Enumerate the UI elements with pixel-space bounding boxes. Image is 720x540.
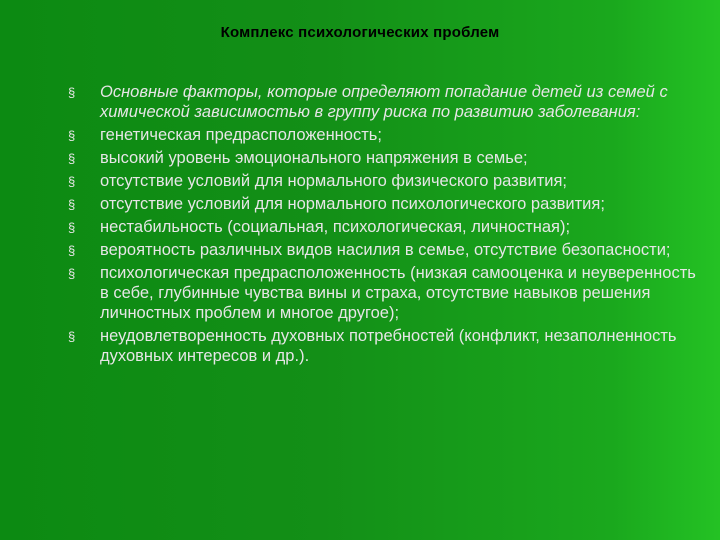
bullet-item xyxy=(68,148,698,168)
bullet-marker-icon: § xyxy=(68,151,76,166)
bullet-text: отсутствие условий для нормального психологического развития; xyxy=(100,195,605,213)
bullet-marker-icon: § xyxy=(68,220,76,235)
bullet-marker-icon: § xyxy=(68,128,76,143)
bullet-marker-icon: § xyxy=(68,266,76,281)
bullet-text: вероятность различных видов насилия в семье, отсутствие безопасности; xyxy=(100,241,671,259)
bullet-item xyxy=(68,217,698,237)
bullet-marker-icon: § xyxy=(68,197,76,212)
bullet-text: психологическая предрасположенность (низкая самооценка и неуверенность в себе, глубинные чувства вины и страха, отсутствие навыков решения личностных проблем и многое другое); xyxy=(100,264,696,322)
bullet-text: высокий уровень эмоционального напряжения в семье; xyxy=(100,149,528,167)
bullet-item xyxy=(68,326,698,366)
bullet-item xyxy=(68,82,698,122)
bullet-list xyxy=(68,82,698,369)
bullet-item xyxy=(68,125,698,145)
bullet-text: Основные факторы, которые определяют попадание детей из семей с химической зависимостью в группу риска по развитию заболевания: xyxy=(100,83,668,121)
bullet-marker-icon: § xyxy=(68,174,76,189)
bullet-text: неудовлетворенность духовных потребностей (конфликт, незаполненность духовных интересов и др.). xyxy=(100,327,677,365)
slide-title: Комплекс психологических проблем xyxy=(220,24,500,41)
bullet-item xyxy=(68,263,698,323)
bullet-text: генетическая предрасположенность; xyxy=(100,126,382,144)
bullet-marker-icon: § xyxy=(68,243,76,258)
bullet-item xyxy=(68,240,698,260)
bullet-marker-icon: § xyxy=(68,85,76,100)
bullet-item xyxy=(68,171,698,191)
bullet-marker-icon: § xyxy=(68,329,76,344)
bullet-item xyxy=(68,194,698,214)
bullet-text: нестабильность (социальная, психологическая, личностная); xyxy=(100,218,571,236)
bullet-text: отсутствие условий для нормального физического развития; xyxy=(100,172,567,190)
